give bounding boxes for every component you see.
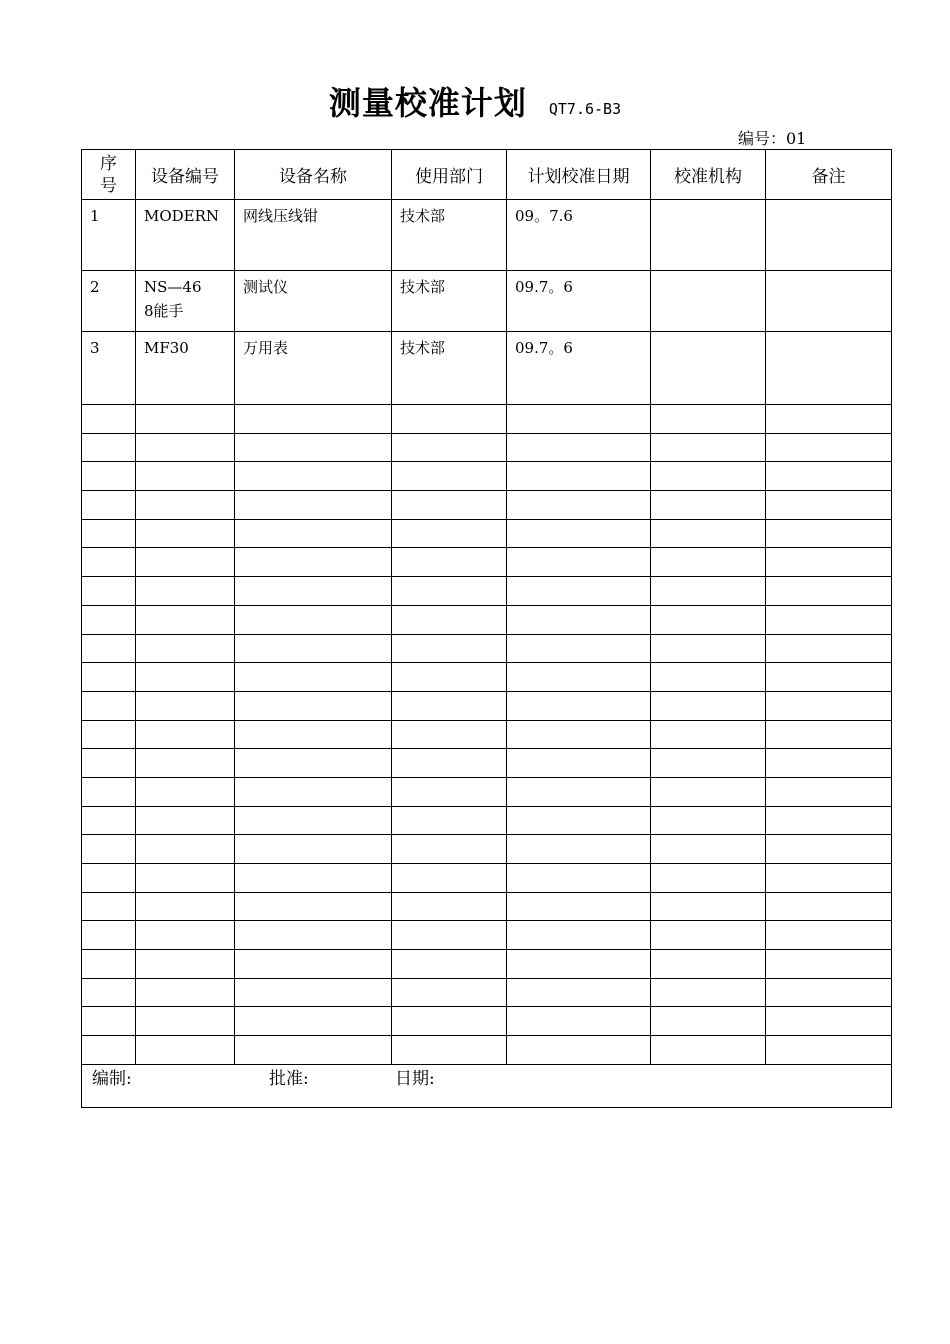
cell-remarks — [766, 271, 892, 332]
cell-planned-date — [507, 634, 651, 663]
cell-remarks — [766, 519, 892, 548]
cell-equipment-name — [235, 519, 392, 548]
cell-department — [392, 462, 507, 491]
cell-department — [392, 605, 507, 634]
cell-equipment-code — [136, 864, 235, 893]
cell-equipment-name — [235, 1036, 392, 1065]
cell-department — [392, 864, 507, 893]
header-seq: 序号 — [82, 150, 136, 200]
cell-equipment-name — [235, 433, 392, 462]
cell-department — [392, 749, 507, 778]
cell-seq — [82, 462, 136, 491]
cell-department — [392, 1007, 507, 1036]
cell-calibration-org — [651, 892, 766, 921]
cell-seq — [82, 433, 136, 462]
blank-row — [82, 462, 892, 491]
cell-remarks — [766, 491, 892, 520]
cell-department: 技术部 — [392, 271, 507, 332]
cell-planned-date — [507, 749, 651, 778]
cell-department — [392, 720, 507, 749]
cell-planned-date — [507, 806, 651, 835]
cell-seq: 3 — [82, 332, 136, 405]
cell-remarks — [766, 634, 892, 663]
blank-row — [82, 978, 892, 1007]
cell-planned-date — [507, 433, 651, 462]
cell-seq: 1 — [82, 200, 136, 271]
cell-calibration-org — [651, 691, 766, 720]
cell-remarks — [766, 433, 892, 462]
cell-remarks — [766, 548, 892, 577]
cell-calibration-org — [651, 1007, 766, 1036]
cell-equipment-name: 网线压线钳 — [235, 200, 392, 271]
cell-seq — [82, 749, 136, 778]
cell-seq — [82, 491, 136, 520]
cell-remarks — [766, 806, 892, 835]
cell-equipment-name — [235, 806, 392, 835]
prepared-by-label: 编制: — [92, 1068, 132, 1089]
cell-remarks — [766, 892, 892, 921]
cell-equipment-code — [136, 806, 235, 835]
cell-planned-date — [507, 835, 651, 864]
cell-seq — [82, 634, 136, 663]
blank-row — [82, 864, 892, 893]
cell-equipment-code: NS—468能手 — [136, 271, 235, 332]
cell-remarks — [766, 1036, 892, 1065]
cell-seq — [82, 921, 136, 950]
cell-equipment-code — [136, 663, 235, 692]
blank-row — [82, 491, 892, 520]
cell-equipment-name — [235, 864, 392, 893]
blank-row — [82, 605, 892, 634]
header-department: 使用部门 — [392, 150, 507, 200]
cell-department — [392, 577, 507, 606]
cell-planned-date — [507, 462, 651, 491]
cell-calibration-org — [651, 491, 766, 520]
cell-seq — [82, 835, 136, 864]
cell-seq — [82, 978, 136, 1007]
header-planned-date: 计划校准日期 — [507, 150, 651, 200]
cell-calibration-org — [651, 519, 766, 548]
cell-equipment-code — [136, 978, 235, 1007]
cell-planned-date — [507, 1036, 651, 1065]
cell-equipment-name — [235, 777, 392, 806]
cell-seq — [82, 548, 136, 577]
cell-planned-date — [507, 605, 651, 634]
signature-row — [82, 1064, 892, 1107]
cell-calibration-org — [651, 864, 766, 893]
table-row — [82, 332, 892, 405]
cell-calibration-org — [651, 634, 766, 663]
cell-planned-date — [507, 491, 651, 520]
cell-calibration-org — [651, 835, 766, 864]
cell-calibration-org — [651, 605, 766, 634]
cell-department — [392, 777, 507, 806]
cell-remarks — [766, 950, 892, 979]
cell-equipment-code — [136, 1007, 235, 1036]
cell-equipment-name — [235, 462, 392, 491]
blank-row — [82, 691, 892, 720]
cell-calibration-org — [651, 978, 766, 1007]
cell-equipment-name — [235, 749, 392, 778]
cell-planned-date — [507, 548, 651, 577]
cell-calibration-org — [651, 577, 766, 606]
cell-remarks — [766, 200, 892, 271]
blank-row — [82, 950, 892, 979]
cell-calibration-org — [651, 921, 766, 950]
cell-equipment-name — [235, 720, 392, 749]
cell-equipment-code — [136, 519, 235, 548]
cell-equipment-code: MF30 — [136, 332, 235, 405]
table-row — [82, 271, 892, 332]
cell-calibration-org — [651, 548, 766, 577]
cell-department — [392, 921, 507, 950]
cell-department — [392, 548, 507, 577]
cell-equipment-name — [235, 548, 392, 577]
cell-seq — [82, 577, 136, 606]
cell-remarks — [766, 835, 892, 864]
form-code: QT7.6-B3 — [548, 100, 622, 118]
cell-equipment-code — [136, 491, 235, 520]
cell-department — [392, 950, 507, 979]
cell-seq — [82, 720, 136, 749]
cell-equipment-name — [235, 978, 392, 1007]
cell-equipment-name — [235, 634, 392, 663]
header-equipment-name: 设备名称 — [235, 150, 392, 200]
cell-planned-date — [507, 777, 651, 806]
cell-calibration-org — [651, 433, 766, 462]
blank-row — [82, 749, 892, 778]
calibration-plan-table — [81, 149, 892, 1108]
cell-calibration-org — [651, 1036, 766, 1065]
cell-remarks — [766, 663, 892, 692]
cell-department — [392, 405, 507, 434]
cell-equipment-code — [136, 548, 235, 577]
cell-equipment-code — [136, 950, 235, 979]
cell-equipment-code — [136, 921, 235, 950]
cell-department: 技术部 — [392, 332, 507, 405]
blank-row — [82, 777, 892, 806]
cell-remarks — [766, 921, 892, 950]
cell-equipment-code — [136, 405, 235, 434]
cell-department — [392, 519, 507, 548]
cell-equipment-code — [136, 892, 235, 921]
header-remarks: 备注 — [766, 150, 892, 200]
cell-seq — [82, 663, 136, 692]
cell-remarks — [766, 720, 892, 749]
cell-equipment-code — [136, 605, 235, 634]
cell-calibration-org — [651, 405, 766, 434]
cell-equipment-code — [136, 433, 235, 462]
cell-seq — [82, 1036, 136, 1065]
blank-row — [82, 835, 892, 864]
cell-planned-date: 09.7。6 — [507, 271, 651, 332]
page-title: 测量校准计划 — [328, 84, 527, 122]
cell-planned-date — [507, 577, 651, 606]
cell-seq: 2 — [82, 271, 136, 332]
cell-equipment-code — [136, 634, 235, 663]
document-number: 编号：01 — [738, 129, 807, 148]
cell-equipment-code: MODERN — [136, 200, 235, 271]
cell-calibration-org — [651, 950, 766, 979]
cell-remarks — [766, 864, 892, 893]
cell-seq — [82, 405, 136, 434]
cell-equipment-name — [235, 950, 392, 979]
cell-planned-date — [507, 950, 651, 979]
cell-calibration-org — [651, 777, 766, 806]
cell-calibration-org — [651, 749, 766, 778]
cell-planned-date — [507, 663, 651, 692]
cell-department — [392, 691, 507, 720]
cell-calibration-org — [651, 200, 766, 271]
cell-equipment-name: 测试仪 — [235, 271, 392, 332]
cell-calibration-org — [651, 462, 766, 491]
header-calibration-org: 校准机构 — [651, 150, 766, 200]
cell-equipment-name: 万用表 — [235, 332, 392, 405]
cell-calibration-org — [651, 332, 766, 405]
cell-seq — [82, 519, 136, 548]
cell-planned-date — [507, 1007, 651, 1036]
blank-row — [82, 806, 892, 835]
date-label: 日期: — [395, 1068, 435, 1089]
cell-equipment-code — [136, 835, 235, 864]
cell-remarks — [766, 978, 892, 1007]
cell-department — [392, 433, 507, 462]
cell-equipment-name — [235, 605, 392, 634]
cell-planned-date — [507, 519, 651, 548]
cell-planned-date — [507, 892, 651, 921]
cell-remarks — [766, 462, 892, 491]
cell-seq — [82, 1007, 136, 1036]
cell-remarks — [766, 605, 892, 634]
blank-row — [82, 921, 892, 950]
cell-equipment-code — [136, 691, 235, 720]
cell-planned-date — [507, 405, 651, 434]
cell-department — [392, 806, 507, 835]
cell-equipment-name — [235, 921, 392, 950]
table-header-row — [82, 150, 892, 200]
cell-planned-date — [507, 978, 651, 1007]
cell-equipment-name — [235, 663, 392, 692]
cell-seq — [82, 950, 136, 979]
cell-department — [392, 835, 507, 864]
header-equipment-code: 设备编号 — [136, 150, 235, 200]
blank-row — [82, 720, 892, 749]
signature-cell — [82, 1064, 892, 1107]
blank-row — [82, 1007, 892, 1036]
cell-remarks — [766, 405, 892, 434]
cell-calibration-org — [651, 271, 766, 332]
cell-seq — [82, 864, 136, 893]
blank-row — [82, 433, 892, 462]
blank-row — [82, 577, 892, 606]
cell-calibration-org — [651, 720, 766, 749]
cell-remarks — [766, 577, 892, 606]
cell-department — [392, 892, 507, 921]
cell-calibration-org — [651, 806, 766, 835]
cell-department — [392, 1036, 507, 1065]
cell-planned-date — [507, 691, 651, 720]
approved-by-label: 批准: — [269, 1068, 309, 1089]
cell-department — [392, 634, 507, 663]
cell-planned-date: 09.7。6 — [507, 332, 651, 405]
cell-planned-date — [507, 921, 651, 950]
blank-row — [82, 634, 892, 663]
cell-remarks — [766, 1007, 892, 1036]
blank-row — [82, 519, 892, 548]
cell-equipment-name — [235, 577, 392, 606]
cell-remarks — [766, 332, 892, 405]
cell-planned-date — [507, 720, 651, 749]
cell-equipment-name — [235, 491, 392, 520]
title-block — [0, 78, 950, 124]
cell-equipment-name — [235, 835, 392, 864]
cell-equipment-code — [136, 577, 235, 606]
blank-row — [82, 1036, 892, 1065]
cell-calibration-org — [651, 663, 766, 692]
blank-row — [82, 892, 892, 921]
cell-equipment-code — [136, 1036, 235, 1065]
cell-department: 技术部 — [392, 200, 507, 271]
blank-row — [82, 405, 892, 434]
cell-remarks — [766, 777, 892, 806]
cell-seq — [82, 605, 136, 634]
cell-equipment-code — [136, 462, 235, 491]
cell-remarks — [766, 749, 892, 778]
cell-seq — [82, 691, 136, 720]
cell-equipment-name — [235, 1007, 392, 1036]
cell-remarks — [766, 691, 892, 720]
cell-planned-date: 09。7.6 — [507, 200, 651, 271]
cell-seq — [82, 892, 136, 921]
cell-equipment-name — [235, 892, 392, 921]
blank-row — [82, 548, 892, 577]
cell-equipment-code — [136, 777, 235, 806]
table-row — [82, 200, 892, 271]
cell-equipment-code — [136, 720, 235, 749]
blank-row — [82, 663, 892, 692]
cell-equipment-name — [235, 405, 392, 434]
cell-seq — [82, 806, 136, 835]
cell-equipment-name — [235, 691, 392, 720]
cell-planned-date — [507, 864, 651, 893]
cell-department — [392, 663, 507, 692]
cell-department — [392, 978, 507, 1007]
cell-equipment-code — [136, 749, 235, 778]
cell-seq — [82, 777, 136, 806]
cell-department — [392, 491, 507, 520]
